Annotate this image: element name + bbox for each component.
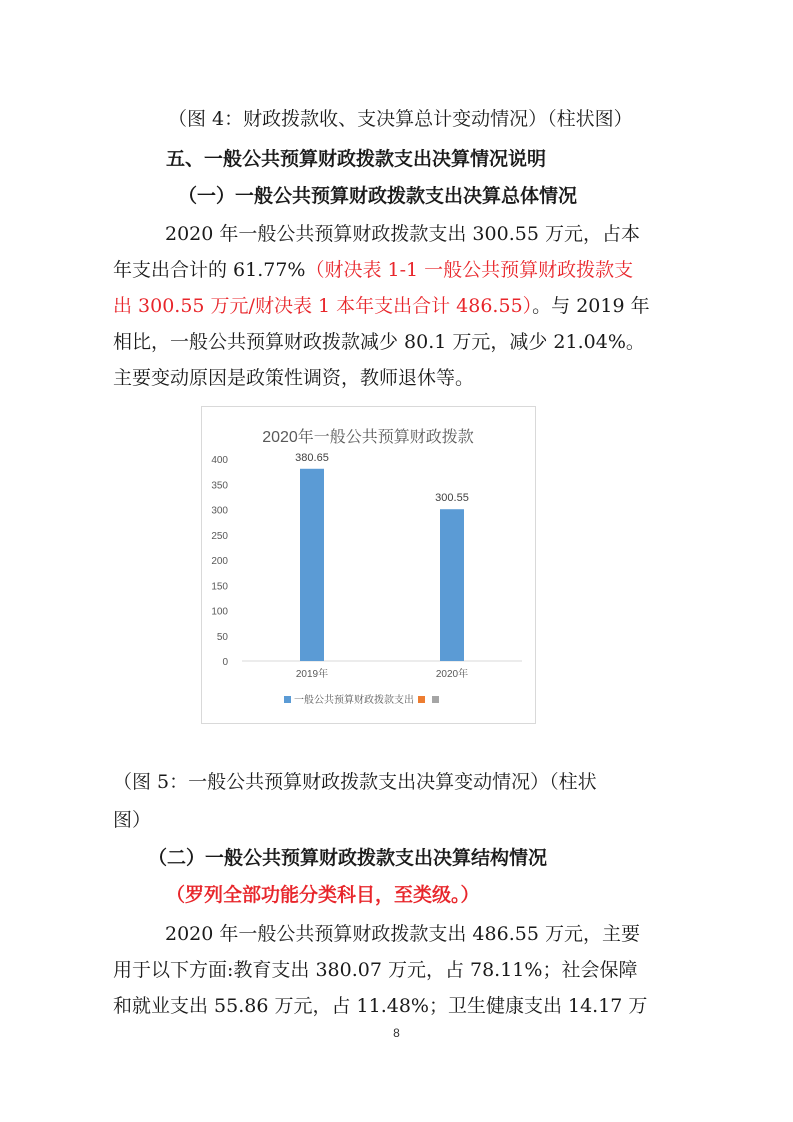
y-tick-label: 0 xyxy=(222,657,228,668)
paragraph-1-percent-text: 年支出合计的 61.77% xyxy=(113,259,306,281)
y-tick-label: 150 xyxy=(211,581,228,593)
legend-swatch xyxy=(432,696,439,703)
subheading-1: （一）一般公共预算财政拨款支出决算总体情况 xyxy=(178,185,578,207)
bar-chart xyxy=(201,406,536,724)
bar-data-label: 300.55 xyxy=(435,492,469,505)
page-number: 8 xyxy=(393,1026,400,1040)
section-heading-5: 五、一般公共预算财政拨款支出决算情况说明 xyxy=(166,148,547,170)
paragraph-2-line-2: 用于以下方面:教育支出 380.07 万元，占 78.11%；社会保障 xyxy=(113,959,638,981)
paragraph-1-line-2 xyxy=(113,258,633,282)
x-tick-label: 2020年 xyxy=(435,669,469,680)
x-tick-label: 2019年 xyxy=(295,669,329,680)
paragraph-2-line-1: 2020 年一般公共预算财政拨款支出 486.55 万元，主要 xyxy=(165,923,640,945)
y-tick-label: 350 xyxy=(211,480,228,492)
bar-data-label: 380.65 xyxy=(295,451,329,464)
figure-5-caption-line-2: 图） xyxy=(113,809,152,831)
legend-label: 一般公共预算财政拨款支出 xyxy=(294,695,414,706)
paragraph-1-red-note-cont: 出 300.55 万元/财决表 1 本年支出合计 486.55） xyxy=(113,295,533,317)
bar xyxy=(440,509,464,661)
y-tick-label: 100 xyxy=(211,606,228,618)
subheading-2-note: （罗列全部功能分类科目，至类级。） xyxy=(166,884,480,906)
paragraph-1-compare-text: 。与 2019 年 xyxy=(532,295,650,317)
subheading-2: （二）一般公共预算财政拨款支出决算结构情况 xyxy=(148,847,548,869)
paragraph-1-line-3 xyxy=(113,294,650,318)
paragraph-1-line-4: 相比，一般公共预算财政拨款减少 80.1 万元，减少 21.04%。 xyxy=(113,331,645,353)
y-tick-label: 250 xyxy=(211,530,228,542)
figure-4-caption: （图 4：财政拨款收、支决算总计变动情况）（柱状图） xyxy=(168,108,633,130)
y-tick-label: 200 xyxy=(211,556,228,567)
y-tick-label: 300 xyxy=(211,505,228,517)
figure-5-caption-line-1: （图 5：一般公共预算财政拨款支出决算变动情况）（柱状 xyxy=(113,771,597,793)
bar xyxy=(300,469,324,661)
y-tick-label: 400 xyxy=(211,455,228,466)
y-tick-label: 50 xyxy=(216,631,228,643)
paragraph-1-line-1: 2020 年一般公共预算财政拨款支出 300.55 万元，占本 xyxy=(165,223,640,245)
paragraph-1-line-5: 主要变动原因是政策性调资，教师退休等。 xyxy=(113,367,475,389)
chart-title: 2020年一般公共预算财政拨款 xyxy=(262,429,474,446)
paragraph-2-line-3: 和就业支出 55.86 万元，占 11.48%；卫生健康支出 14.17 万 xyxy=(113,995,648,1017)
legend-swatch xyxy=(284,696,291,703)
paragraph-1-red-note: （财决表 1-1 一般公共预算财政拨款支 xyxy=(305,259,634,281)
legend-swatch xyxy=(418,696,425,703)
bar-chart-svg xyxy=(202,407,535,723)
